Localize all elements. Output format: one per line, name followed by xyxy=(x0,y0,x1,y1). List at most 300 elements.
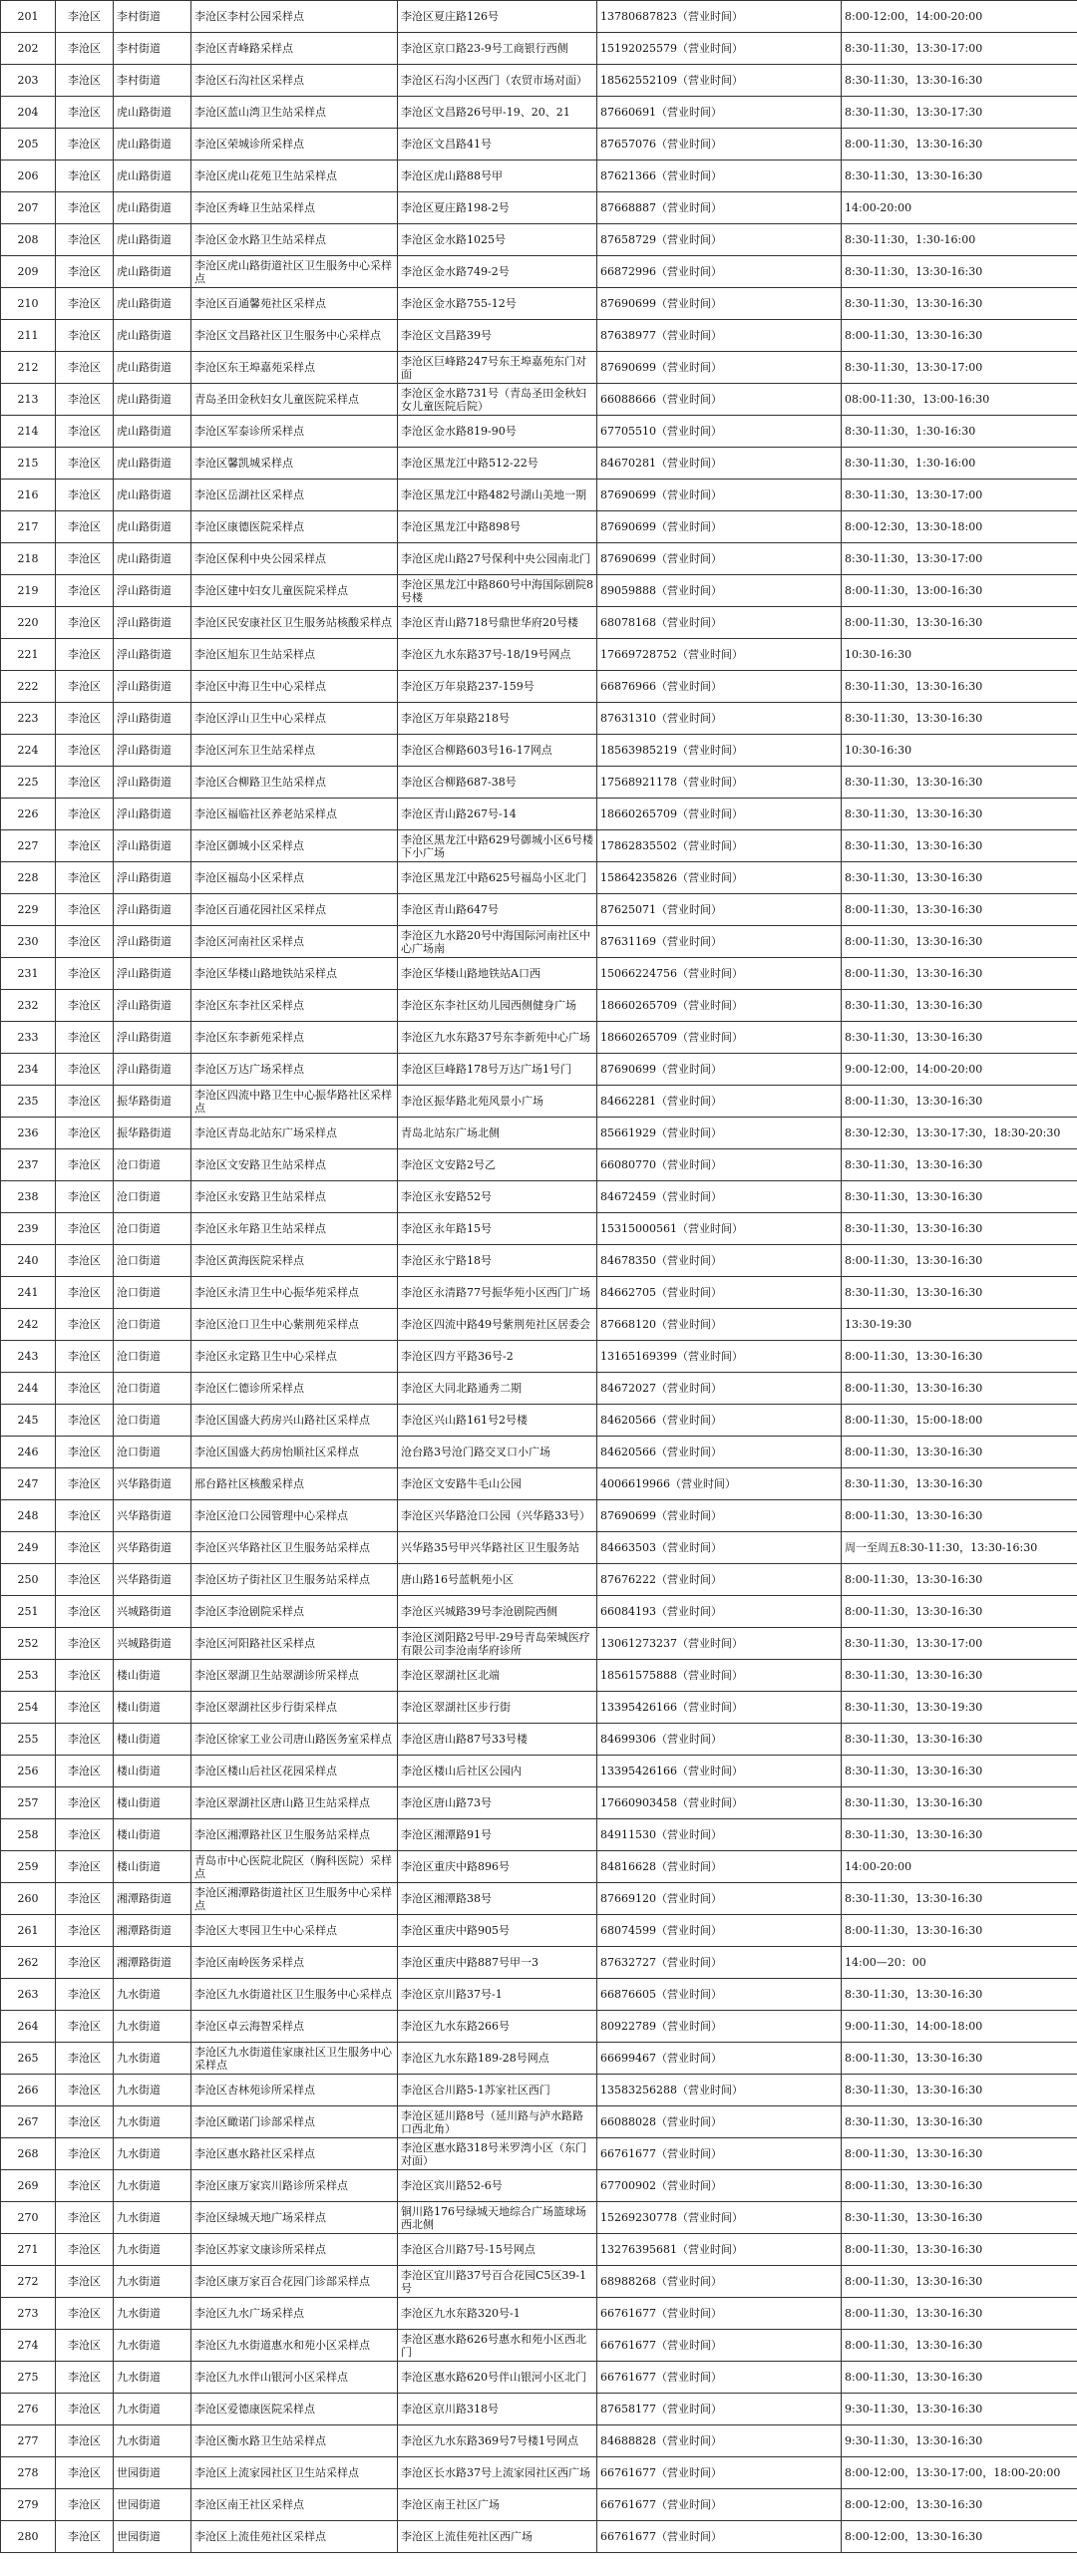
district-cell: 李沧区 xyxy=(56,1596,114,1628)
phone-cell: 68074599（营业时间） xyxy=(597,1915,842,1947)
phone-cell: 15269230778（营业时间） xyxy=(597,2202,842,2234)
subdistrict-cell: 浮山路街道 xyxy=(114,607,191,639)
district-cell: 李沧区 xyxy=(56,2330,114,2362)
site-name-cell: 李沧区徐家工业公司唐山路医务室采样点 xyxy=(191,1724,398,1756)
district-cell: 李沧区 xyxy=(56,1405,114,1437)
subdistrict-cell: 浮山路街道 xyxy=(114,767,191,799)
site-address-cell: 李沧区宜川路37号百合花园C5区39-1号 xyxy=(398,2266,597,2298)
district-cell: 李沧区 xyxy=(56,1118,114,1149)
phone-cell: 87676222（营业时间） xyxy=(597,1564,842,1596)
district-cell: 李沧区 xyxy=(56,384,114,416)
site-name-cell: 李沧区翠湖社区步行街采样点 xyxy=(191,1692,398,1724)
site-name-cell: 李沧区九水街道佳家康社区卫生服务中心采样点 xyxy=(191,2043,398,2075)
subdistrict-cell: 世园街道 xyxy=(114,2521,191,2553)
row-number-cell: 265 xyxy=(1,2043,56,2075)
row-number-cell: 207 xyxy=(1,192,56,224)
subdistrict-cell: 振华路街道 xyxy=(114,1086,191,1118)
site-name-cell: 李沧区康德医院采样点 xyxy=(191,511,398,543)
service-hours-cell: 14:00—20：00 xyxy=(842,1947,1077,1979)
subdistrict-cell: 九水街道 xyxy=(114,2234,191,2266)
subdistrict-cell: 湘潭路街道 xyxy=(114,1915,191,1947)
site-address-cell: 李沧区虎山路88号甲 xyxy=(398,161,597,192)
site-address-cell: 李沧区九水东路320号-1 xyxy=(398,2298,597,2330)
site-name-cell: 李沧区华楼山路地铁站采样点 xyxy=(191,958,398,990)
site-address-cell: 李沧区楼山后社区公园内 xyxy=(398,1756,597,1787)
subdistrict-cell: 沧口街道 xyxy=(114,1341,191,1373)
table-row xyxy=(1,958,1077,990)
district-cell: 李沧区 xyxy=(56,2394,114,2425)
table-row xyxy=(1,1851,1077,1883)
subdistrict-cell: 虎山路街道 xyxy=(114,543,191,575)
site-name-cell: 李沧区青岛北站东广场采样点 xyxy=(191,1118,398,1149)
phone-cell: 87690699（营业时间） xyxy=(597,1054,842,1086)
site-name-cell: 李沧区九水广场采样点 xyxy=(191,2298,398,2330)
site-address-cell: 李沧区兴城路39号李沧剧院西侧 xyxy=(398,1596,597,1628)
phone-cell: 18660265709（营业时间） xyxy=(597,799,842,830)
phone-cell: 84678350（营业时间） xyxy=(597,1245,842,1277)
phone-cell: 66088028（营业时间） xyxy=(597,2106,842,2138)
phone-cell: 84672459（营业时间） xyxy=(597,1181,842,1213)
phone-cell: 15864235826（营业时间） xyxy=(597,862,842,894)
table-row xyxy=(1,1341,1077,1373)
row-number-cell: 218 xyxy=(1,543,56,575)
district-cell: 李沧区 xyxy=(56,1437,114,1468)
row-number-cell: 251 xyxy=(1,1596,56,1628)
row-number-cell: 266 xyxy=(1,2075,56,2106)
table-row xyxy=(1,2521,1077,2553)
table-row xyxy=(1,767,1077,799)
row-number-cell: 229 xyxy=(1,894,56,926)
site-name-cell: 李沧区沧口公园管理中心采样点 xyxy=(191,1500,398,1532)
site-name-cell: 李沧区永年路卫生站采样点 xyxy=(191,1213,398,1245)
subdistrict-cell: 虎山路街道 xyxy=(114,161,191,192)
table-row xyxy=(1,2170,1077,2202)
phone-cell: 87690699（营业时间） xyxy=(597,511,842,543)
site-address-cell: 李沧区黑龙江中路625号福岛小区北门 xyxy=(398,862,597,894)
site-address-cell: 李沧区永清路77号振华苑小区西门广场 xyxy=(398,1277,597,1309)
district-cell: 李沧区 xyxy=(56,990,114,1022)
site-address-cell: 李沧区四流中路49号紫荆苑社区居委会 xyxy=(398,1309,597,1341)
site-name-cell: 李沧区湘潭路社区卫生服务站采样点 xyxy=(191,1819,398,1851)
district-cell: 李沧区 xyxy=(56,2521,114,2553)
phone-cell: 87668120（营业时间） xyxy=(597,1309,842,1341)
phone-cell: 13780687823（营业时间） xyxy=(597,1,842,33)
site-address-cell: 李沧区兴山路161号2号楼 xyxy=(398,1405,597,1437)
table-row xyxy=(1,1,1077,33)
service-hours-cell: 8:00-11:30，13:30-16:30 xyxy=(842,1915,1077,1947)
service-hours-cell: 8:30-11:30，13:30-17:00 xyxy=(842,33,1077,65)
service-hours-cell: 8:30-11:30，1:30-16:30 xyxy=(842,416,1077,448)
subdistrict-cell: 沧口街道 xyxy=(114,1181,191,1213)
subdistrict-cell: 虎山路街道 xyxy=(114,224,191,256)
subdistrict-cell: 浮山路街道 xyxy=(114,1022,191,1054)
site-name-cell: 李沧区四流中路卫生中心振华路社区采样点 xyxy=(191,1086,398,1118)
row-number-cell: 223 xyxy=(1,703,56,735)
subdistrict-cell: 浮山路街道 xyxy=(114,671,191,703)
site-name-cell: 李沧区永定路卫生中心采样点 xyxy=(191,1341,398,1373)
phone-cell: 87657076（营业时间） xyxy=(597,129,842,161)
service-hours-cell: 8:30-11:30，13:30-16:30 xyxy=(842,1277,1077,1309)
site-address-cell: 李沧区重庆中路905号 xyxy=(398,1915,597,1947)
table-row xyxy=(1,1277,1077,1309)
service-hours-cell: 8:00-11:30，13:00-16:30 xyxy=(842,575,1077,607)
district-cell: 李沧区 xyxy=(56,1149,114,1181)
table-row xyxy=(1,1819,1077,1851)
site-address-cell: 李沧区文昌路26号甲-19、20、21 xyxy=(398,97,597,129)
site-address-cell: 李沧区文安路牛毛山公园 xyxy=(398,1468,597,1500)
site-name-cell: 李沧区湘潭路街道社区卫生服务中心采样点 xyxy=(191,1883,398,1915)
district-cell: 李沧区 xyxy=(56,1373,114,1405)
row-number-cell: 216 xyxy=(1,480,56,511)
service-hours-cell: 8:30-11:30，13:30-16:30 xyxy=(842,990,1077,1022)
site-name-cell: 李沧区绿城天地广场采样点 xyxy=(191,2202,398,2234)
table-row xyxy=(1,2457,1077,2489)
phone-cell: 87668887（营业时间） xyxy=(597,192,842,224)
phone-cell: 84662705（营业时间） xyxy=(597,1277,842,1309)
district-cell: 李沧区 xyxy=(56,2234,114,2266)
district-cell: 李沧区 xyxy=(56,288,114,320)
service-hours-cell: 8:30-11:30，1:30-16:00 xyxy=(842,224,1077,256)
table-row xyxy=(1,543,1077,575)
phone-cell: 17660903458（营业时间） xyxy=(597,1787,842,1819)
table-row xyxy=(1,2266,1077,2298)
phone-cell: 66761677（营业时间） xyxy=(597,2330,842,2362)
phone-cell: 13276395681（营业时间） xyxy=(597,2234,842,2266)
row-number-cell: 239 xyxy=(1,1213,56,1245)
subdistrict-cell: 浮山路街道 xyxy=(114,735,191,767)
district-cell: 李沧区 xyxy=(56,1022,114,1054)
subdistrict-cell: 楼山街道 xyxy=(114,1787,191,1819)
table-row xyxy=(1,1118,1077,1149)
service-hours-cell: 8:00-11:30，13:30-16:30 xyxy=(842,1596,1077,1628)
site-name-cell: 李沧区馨凯城采样点 xyxy=(191,448,398,480)
row-number-cell: 244 xyxy=(1,1373,56,1405)
site-name-cell: 李沧区九水伴山银河小区采样点 xyxy=(191,2362,398,2394)
district-cell: 李沧区 xyxy=(56,65,114,97)
district-cell: 李沧区 xyxy=(56,1341,114,1373)
table-row xyxy=(1,1724,1077,1756)
site-address-cell: 李沧区青山路267号-14 xyxy=(398,799,597,830)
service-hours-cell: 8:00-11:30，13:30-16:30 xyxy=(842,926,1077,958)
site-name-cell: 李沧区浮山卫生中心采样点 xyxy=(191,703,398,735)
phone-cell: 85661929（营业时间） xyxy=(597,1118,842,1149)
table-row xyxy=(1,2202,1077,2234)
site-name-cell: 李沧区旭东卫生站采样点 xyxy=(191,639,398,671)
row-number-cell: 240 xyxy=(1,1245,56,1277)
table-row xyxy=(1,416,1077,448)
district-cell: 李沧区 xyxy=(56,97,114,129)
site-address-cell: 李沧区巨峰路247号东王埠嘉苑东门对面 xyxy=(398,352,597,384)
phone-cell: 13395426166（营业时间） xyxy=(597,1756,842,1787)
district-cell: 李沧区 xyxy=(56,2202,114,2234)
district-cell: 李沧区 xyxy=(56,256,114,288)
site-name-cell: 李沧区福临社区养老站采样点 xyxy=(191,799,398,830)
district-cell: 李沧区 xyxy=(56,480,114,511)
site-address-cell: 铜川路176号绿城天地综合广场篮球场西北侧 xyxy=(398,2202,597,2234)
site-address-cell: 李沧区九水路20号中海国际河南社区中心广场南 xyxy=(398,926,597,958)
service-hours-cell: 10:30-16:30 xyxy=(842,735,1077,767)
site-address-cell: 李沧区黑龙江中路482号湖山美地一期 xyxy=(398,480,597,511)
subdistrict-cell: 虎山路街道 xyxy=(114,129,191,161)
table-row xyxy=(1,2043,1077,2075)
site-address-cell: 李沧区金水路819-90号 xyxy=(398,416,597,448)
table-row xyxy=(1,2138,1077,2170)
phone-cell: 87690699（营业时间） xyxy=(597,480,842,511)
site-name-cell: 李沧区杏林苑诊所采样点 xyxy=(191,2075,398,2106)
phone-cell: 87632727（营业时间） xyxy=(597,1947,842,1979)
row-number-cell: 230 xyxy=(1,926,56,958)
subdistrict-cell: 虎山路街道 xyxy=(114,97,191,129)
phone-cell: 66876966（营业时间） xyxy=(597,671,842,703)
site-address-cell: 李沧区湘潭路38号 xyxy=(398,1883,597,1915)
phone-cell: 13061273237（营业时间） xyxy=(597,1628,842,1660)
table-row xyxy=(1,256,1077,288)
table-row xyxy=(1,2425,1077,2457)
service-hours-cell: 8:30-11:30，13:30-16:30 xyxy=(842,1724,1077,1756)
table-row xyxy=(1,639,1077,671)
site-name-cell: 李沧区南岭医务采样点 xyxy=(191,1947,398,1979)
district-cell: 李沧区 xyxy=(56,1628,114,1660)
table-row xyxy=(1,224,1077,256)
subdistrict-cell: 楼山街道 xyxy=(114,1851,191,1883)
row-number-cell: 221 xyxy=(1,639,56,671)
district-cell: 李沧区 xyxy=(56,1086,114,1118)
site-name-cell: 李沧区文昌路社区卫生服务中心采样点 xyxy=(191,320,398,352)
subdistrict-cell: 九水街道 xyxy=(114,2011,191,2043)
subdistrict-cell: 浮山路街道 xyxy=(114,990,191,1022)
phone-cell: 87690699（营业时间） xyxy=(597,543,842,575)
site-address-cell: 李沧区合川路7号-15号网点 xyxy=(398,2234,597,2266)
site-address-cell: 李沧区惠水路620号伴山银河小区北门 xyxy=(398,2362,597,2394)
site-address-cell: 李沧区永年路15号 xyxy=(398,1213,597,1245)
phone-cell: 68078168（营业时间） xyxy=(597,607,842,639)
district-cell: 李沧区 xyxy=(56,2266,114,2298)
phone-cell: 66761677（营业时间） xyxy=(597,2298,842,2330)
district-cell: 李沧区 xyxy=(56,1724,114,1756)
site-address-cell: 李沧区重庆中路896号 xyxy=(398,1851,597,1883)
subdistrict-cell: 虎山路街道 xyxy=(114,320,191,352)
table-row xyxy=(1,1500,1077,1532)
table-row xyxy=(1,1405,1077,1437)
subdistrict-cell: 浮山路街道 xyxy=(114,862,191,894)
subdistrict-cell: 沧口街道 xyxy=(114,1245,191,1277)
phone-cell: 87669120（营业时间） xyxy=(597,1883,842,1915)
subdistrict-cell: 李村街道 xyxy=(114,1,191,33)
service-hours-cell: 8:30-11:30，13:30-16:30 xyxy=(842,1213,1077,1245)
site-name-cell: 李沧区金水路卫生站采样点 xyxy=(191,224,398,256)
district-cell: 李沧区 xyxy=(56,33,114,65)
service-hours-cell: 周一至周五8:30-11:30，13:30-16:30 xyxy=(842,1532,1077,1564)
district-cell: 李沧区 xyxy=(56,2489,114,2521)
subdistrict-cell: 沧口街道 xyxy=(114,1149,191,1181)
subdistrict-cell: 浮山路街道 xyxy=(114,1054,191,1086)
subdistrict-cell: 楼山街道 xyxy=(114,1692,191,1724)
site-name-cell: 李沧区瞰诺门诊部采样点 xyxy=(191,2106,398,2138)
service-hours-cell: 8:30-11:30，13:30-17:00 xyxy=(842,543,1077,575)
service-hours-cell: 8:00-12:00，13:30-16:30 xyxy=(842,2521,1077,2553)
site-name-cell: 李沧区保利中央公园采样点 xyxy=(191,543,398,575)
service-hours-cell: 8:00-11:30，13:30-16:30 xyxy=(842,1086,1077,1118)
subdistrict-cell: 兴华路街道 xyxy=(114,1532,191,1564)
service-hours-cell: 8:30-11:30，13:30-16:30 xyxy=(842,161,1077,192)
service-hours-cell: 8:00-11:30，13:30-16:30 xyxy=(842,2043,1077,2075)
row-number-cell: 203 xyxy=(1,65,56,97)
row-number-cell: 257 xyxy=(1,1787,56,1819)
table-row xyxy=(1,894,1077,926)
row-number-cell: 258 xyxy=(1,1819,56,1851)
row-number-cell: 253 xyxy=(1,1660,56,1692)
phone-cell: 15315000561（营业时间） xyxy=(597,1213,842,1245)
subdistrict-cell: 世园街道 xyxy=(114,2457,191,2489)
table-row xyxy=(1,990,1077,1022)
site-address-cell: 李沧区京川路37号-1 xyxy=(398,1979,597,2011)
subdistrict-cell: 九水街道 xyxy=(114,1979,191,2011)
phone-cell: 18660265709（营业时间） xyxy=(597,990,842,1022)
service-hours-cell: 8:30-11:30，13:30-16:30 xyxy=(842,288,1077,320)
table-row xyxy=(1,1883,1077,1915)
site-name-cell: 李沧区国盛大药房怡顺社区采样点 xyxy=(191,1437,398,1468)
site-name-cell: 李沧区文安路卫生站采样点 xyxy=(191,1149,398,1181)
row-number-cell: 214 xyxy=(1,416,56,448)
subdistrict-cell: 楼山街道 xyxy=(114,1819,191,1851)
table-row xyxy=(1,1022,1077,1054)
subdistrict-cell: 湘潭路街道 xyxy=(114,1883,191,1915)
table-row xyxy=(1,448,1077,480)
subdistrict-cell: 浮山路街道 xyxy=(114,958,191,990)
district-cell: 李沧区 xyxy=(56,894,114,926)
phone-cell: 67700902（营业时间） xyxy=(597,2170,842,2202)
district-cell: 李沧区 xyxy=(56,862,114,894)
district-cell: 李沧区 xyxy=(56,703,114,735)
district-cell: 李沧区 xyxy=(56,2457,114,2489)
phone-cell: 87631310（营业时间） xyxy=(597,703,842,735)
site-address-cell: 李沧区京口路23-9号工商银行西侧 xyxy=(398,33,597,65)
subdistrict-cell: 李村街道 xyxy=(114,33,191,65)
district-cell: 李沧区 xyxy=(56,1979,114,2011)
site-address-cell: 李沧区四方平路36号-2 xyxy=(398,1341,597,1373)
row-number-cell: 211 xyxy=(1,320,56,352)
site-name-cell: 李沧区中海卫生中心采样点 xyxy=(191,671,398,703)
phone-cell: 68988268（营业时间） xyxy=(597,2266,842,2298)
table-row xyxy=(1,2011,1077,2043)
site-address-cell: 青岛北站东广场北侧 xyxy=(398,1118,597,1149)
row-number-cell: 264 xyxy=(1,2011,56,2043)
phone-cell: 18562552109（营业时间） xyxy=(597,65,842,97)
district-cell: 李沧区 xyxy=(56,2075,114,2106)
site-address-cell: 李沧区华楼山路地铁站A口西 xyxy=(398,958,597,990)
table-row xyxy=(1,830,1077,862)
row-number-cell: 267 xyxy=(1,2106,56,2138)
site-address-cell: 李沧区夏庄路126号 xyxy=(398,1,597,33)
service-hours-cell: 9:00-11:30，14:00-18:00 xyxy=(842,2011,1077,2043)
site-name-cell: 李沧区卓云海智采样点 xyxy=(191,2011,398,2043)
table-row xyxy=(1,799,1077,830)
site-address-cell: 李沧区延川路8号（延川路与泸水路路口西北角） xyxy=(398,2106,597,2138)
row-number-cell: 236 xyxy=(1,1118,56,1149)
table-row xyxy=(1,33,1077,65)
row-number-cell: 268 xyxy=(1,2138,56,2170)
service-hours-cell: 8:00-11:30，13:30-16:30 xyxy=(842,1437,1077,1468)
table-row xyxy=(1,607,1077,639)
district-cell: 李沧区 xyxy=(56,1468,114,1500)
service-hours-cell: 8:30-11:30，13:30-16:30 xyxy=(842,2202,1077,2234)
row-number-cell: 204 xyxy=(1,97,56,129)
district-cell: 李沧区 xyxy=(56,639,114,671)
row-number-cell: 219 xyxy=(1,575,56,607)
phone-cell: 87658729（营业时间） xyxy=(597,224,842,256)
site-name-cell: 李沧区虎山路街道社区卫生服务中心采样点 xyxy=(191,256,398,288)
row-number-cell: 209 xyxy=(1,256,56,288)
row-number-cell: 245 xyxy=(1,1405,56,1437)
row-number-cell: 277 xyxy=(1,2425,56,2457)
row-number-cell: 225 xyxy=(1,767,56,799)
district-cell: 李沧区 xyxy=(56,1245,114,1277)
row-number-cell: 233 xyxy=(1,1022,56,1054)
service-hours-cell: 8:00-11:30，13:30-16:30 xyxy=(842,607,1077,639)
row-number-cell: 234 xyxy=(1,1054,56,1086)
district-cell: 李沧区 xyxy=(56,224,114,256)
district-cell: 李沧区 xyxy=(56,2138,114,2170)
phone-cell: 17568921178（营业时间） xyxy=(597,767,842,799)
site-address-cell: 李沧区九水东路266号 xyxy=(398,2011,597,2043)
row-number-cell: 276 xyxy=(1,2394,56,2425)
subdistrict-cell: 沧口街道 xyxy=(114,1373,191,1405)
site-name-cell: 李沧区百通花园社区采样点 xyxy=(191,894,398,926)
site-address-cell: 李沧区永安路52号 xyxy=(398,1181,597,1213)
table-row xyxy=(1,1532,1077,1564)
row-number-cell: 249 xyxy=(1,1532,56,1564)
service-hours-cell: 8:00-11:30，13:30-16:30 xyxy=(842,320,1077,352)
site-address-cell: 李沧区万年泉路237-159号 xyxy=(398,671,597,703)
site-address-cell: 李沧区唐山路87号33号楼 xyxy=(398,1724,597,1756)
site-address-cell: 李沧区黑龙江中路898号 xyxy=(398,511,597,543)
table-row xyxy=(1,1979,1077,2011)
subdistrict-cell: 兴城路街道 xyxy=(114,1628,191,1660)
row-number-cell: 248 xyxy=(1,1500,56,1532)
site-name-cell: 李沧区永安路卫生站采样点 xyxy=(191,1181,398,1213)
row-number-cell: 263 xyxy=(1,1979,56,2011)
phone-cell: 18561575888（营业时间） xyxy=(597,1660,842,1692)
site-address-cell: 李沧区京川路318号 xyxy=(398,2394,597,2425)
site-name-cell: 李沧区爱德康医院采样点 xyxy=(191,2394,398,2425)
district-cell: 李沧区 xyxy=(56,1915,114,1947)
site-name-cell: 李沧区翠湖卫生站翠湖诊所采样点 xyxy=(191,1660,398,1692)
service-hours-cell: 8:30-11:30，13:30-16:30 xyxy=(842,1756,1077,1787)
subdistrict-cell: 楼山街道 xyxy=(114,1756,191,1787)
site-name-cell: 李沧区沧口卫生中心紫荆苑采样点 xyxy=(191,1309,398,1341)
site-address-cell: 李沧区青山路647号 xyxy=(398,894,597,926)
row-number-cell: 231 xyxy=(1,958,56,990)
table-row xyxy=(1,2362,1077,2394)
table-row xyxy=(1,2075,1077,2106)
table-row xyxy=(1,320,1077,352)
site-address-cell: 李沧区九水东路369号7号楼1号网点 xyxy=(398,2425,597,2457)
table-row xyxy=(1,1564,1077,1596)
site-address-cell: 李沧区金水路755-12号 xyxy=(398,288,597,320)
site-name-cell: 李沧区石沟社区采样点 xyxy=(191,65,398,97)
table-row xyxy=(1,1213,1077,1245)
subdistrict-cell: 九水街道 xyxy=(114,2330,191,2362)
table-row xyxy=(1,1437,1077,1468)
subdistrict-cell: 沧口街道 xyxy=(114,1405,191,1437)
site-address-cell: 李沧区巨峰路178号万达广场1号门 xyxy=(398,1054,597,1086)
district-cell: 李沧区 xyxy=(56,2043,114,2075)
site-address-cell: 李沧区翠湖社区北端 xyxy=(398,1660,597,1692)
row-number-cell: 213 xyxy=(1,384,56,416)
subdistrict-cell: 兴华路街道 xyxy=(114,1500,191,1532)
row-number-cell: 208 xyxy=(1,224,56,256)
site-name-cell: 青岛圣田金秋妇女儿童医院采样点 xyxy=(191,384,398,416)
